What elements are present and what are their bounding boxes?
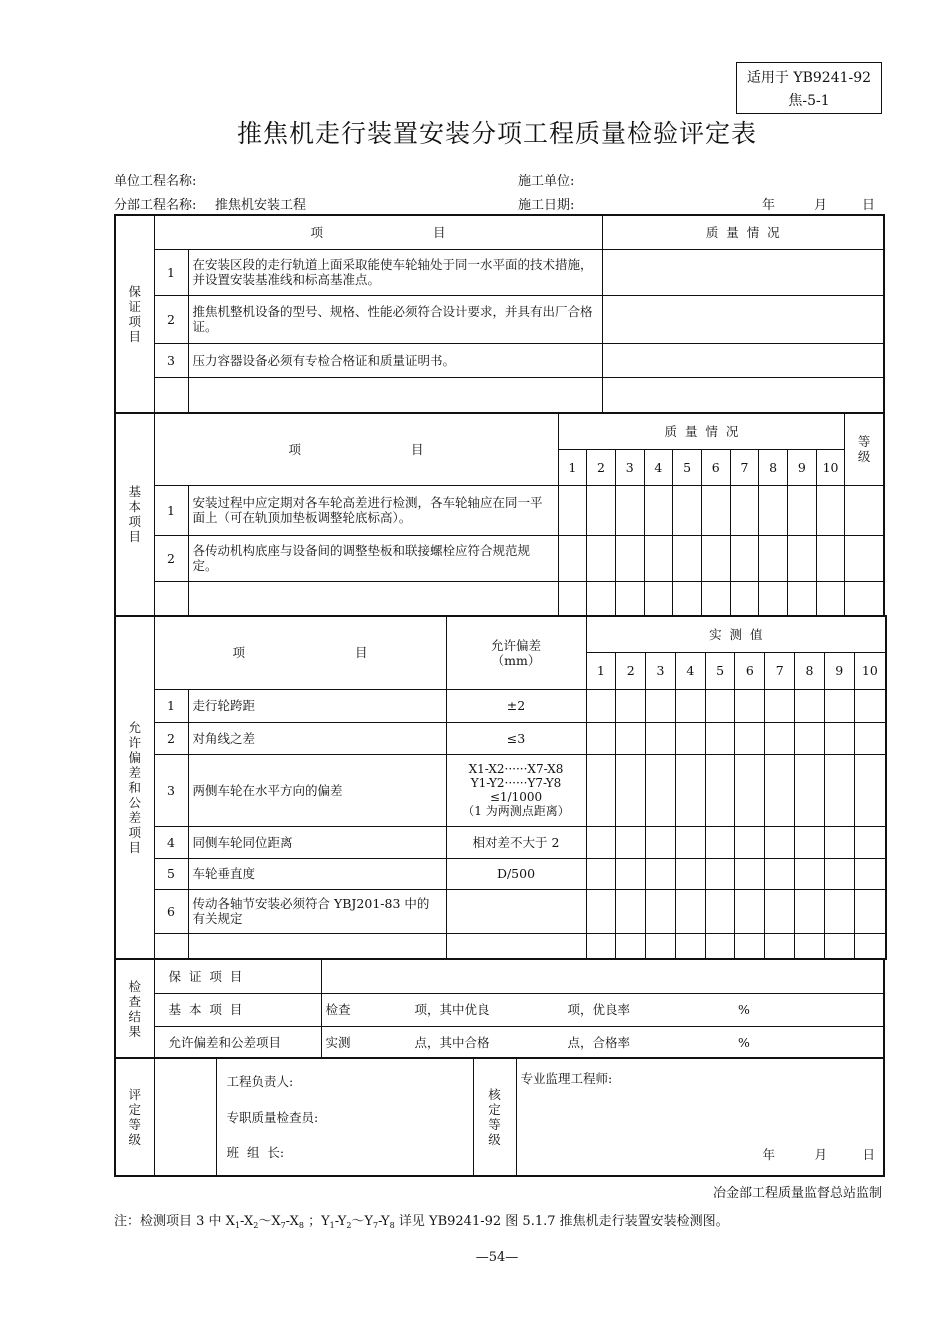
guarantee-section-label: 保证项目: [115, 215, 154, 413]
rating-signatures: [216, 1058, 473, 1176]
check-tolerance-label: 允许偏差和公差项目: [154, 1026, 321, 1058]
rating-section-label: 评定等级: [115, 1058, 154, 1176]
sub-project-label: 分部工程名称:: [114, 198, 197, 213]
unit-project-label: 单位工程名称:: [114, 174, 197, 189]
tolerance-table: 允许偏差和公差项目 项 目 允许偏差 （mm） 实 测 值 1 2 3 4 5 6 7 8 9 10 1 走行轮跨距 ±2 2 对角线之差 ≤3 3 两侧车轮在水平方向的偏差 X1-X2······X7-X8 Y1-Y2······Y7-Y8 ≤1/1000 （1 为两测点距离） 4 同侧车轮同位距离 相对差不大于 2 5 车轮垂直度 D/500 6 传动各轴节安装必须符合 YBJ201-83 中的有关规定: [114, 615, 887, 960]
tolerance-section-label: 允许偏差和公差项目: [115, 616, 154, 959]
allow-value: [446, 889, 586, 933]
quality-cell[interactable]: [602, 377, 884, 413]
construction-unit-label: 施工单位:: [518, 174, 575, 189]
table-row: 2 各传动机构底座与设备间的调整垫板和联接螺栓应符合规范规定。: [115, 535, 884, 581]
table-row: 6 传动各轴节安装必须符合 YBJ201-83 中的有关规定: [115, 889, 886, 933]
tolerance-item-4: 同侧车轮同位距离: [188, 826, 446, 858]
guarantee-item-2: 推焦机整机设备的型号、规格、性能必须符合设计要求，并具有出厂合格证。: [188, 295, 602, 343]
guarantee-item-1: 在安装区段的走行轨道上面采取能使车轮轴处于同一水平面的技术措施，并设置安装基准线和标高基准点。: [188, 249, 602, 295]
guarantee-col-quality: 质 量 情 况: [602, 215, 884, 249]
supervisor-month: 月: [814, 1147, 828, 1162]
allow-value: ±2: [446, 689, 586, 722]
team-leader-label: 班 组 长:: [226, 1145, 285, 1160]
tolerance-item-6: 传动各轴节安装必须符合 YBJ201-83 中的有关规定: [188, 889, 446, 933]
construction-date-label: 施工日期:: [518, 198, 575, 213]
sub-project-value: 推焦机安装工程: [215, 198, 307, 213]
basic-col-item: 项 目: [154, 413, 558, 485]
tolerance-col-item: 项 目: [154, 616, 446, 689]
quality-cell[interactable]: [602, 343, 884, 377]
check-guarantee-label: 保 证 项 目: [154, 959, 321, 993]
check-tolerance-value[interactable]: 实测 点，其中合格 点，合格率 %: [321, 1026, 884, 1058]
date-day: 日: [862, 198, 876, 213]
guarantee-item-3: 压力容器设备必须有专检合格证和质量证明书。: [188, 343, 602, 377]
supervisor-year: 年: [762, 1147, 776, 1162]
allow-value: X1-X2······X7-X8 Y1-Y2······Y7-Y8 ≤1/1000 （1 为两测点距离）: [446, 754, 586, 826]
supervisor-cell[interactable]: [516, 1058, 884, 1176]
table-row: 1 走行轮跨距 ±2: [115, 689, 886, 722]
verify-grade-label: 核定等级: [473, 1058, 516, 1176]
check-basic-label: 基 本 项 目: [154, 993, 321, 1026]
date-month: 月: [814, 198, 828, 213]
tolerance-item-5: 车轮垂直度: [188, 858, 446, 889]
check-guarantee-value[interactable]: [321, 959, 884, 993]
guarantee-col-item: 项 目: [154, 215, 602, 249]
quality-cell[interactable]: [602, 295, 884, 343]
supervision-text: 冶金部工程质量监督总站监制: [712, 1186, 882, 1201]
table-row: 2 推焦机整机设备的型号、规格、性能必须符合设计要求，并具有出厂合格证。: [115, 295, 884, 343]
rating-grade-cell[interactable]: [154, 1058, 216, 1176]
table-row: 3 压力容器设备必须有专检合格证和质量证明书。: [115, 343, 884, 377]
footnote: 注：检测项目 3 中 $X_1-X_2\sim X_7-X_8$ ；$Y_1-Y_2\sim Y_7-Y_8$ 详见 YB9241-92 图 5.1.7 推焦机走行装置安装检测图。: [114, 1214, 729, 1230]
basic-col-grade: 等级: [845, 413, 884, 485]
project-leader-label: 工程负责人:: [226, 1074, 294, 1089]
table-row: 3 两侧车轮在水平方向的偏差 X1-X2······X7-X8 Y1-Y2······Y7-Y8 ≤1/1000 （1 为两测点距离）: [115, 754, 886, 826]
quality-cell[interactable]: [602, 249, 884, 295]
check-basic-value[interactable]: 检查 项，其中优良 项，优良率 %: [321, 993, 884, 1026]
table-row: [115, 581, 884, 615]
allow-value: ≤3: [446, 722, 586, 754]
basic-col-quality: 质 量 情 况: [558, 413, 845, 449]
tolerance-item-1: 走行轮跨距: [188, 689, 446, 722]
basic-item-2: 各传动机构底座与设备间的调整垫板和联接螺栓应符合规范规定。: [188, 535, 558, 581]
tolerance-col-measured: 实 测 值: [586, 616, 886, 652]
basic-section-label: 基本项目: [115, 413, 154, 615]
table-row: 4 同侧车轮同位距离 相对差不大于 2: [115, 826, 886, 858]
table-row: [115, 933, 886, 959]
basic-item-1: 安装过程中应定期对各车轮高差进行检测，各车轮轴应在同一平面上（可在轨顶加垫板调整轮底标高）。: [188, 485, 558, 535]
quality-inspector-label: 专职质量检查员:: [226, 1110, 319, 1125]
supervisor-label: 专业监理工程师:: [520, 1071, 613, 1086]
badge-line-2: 焦-5-1: [788, 93, 830, 109]
basic-table: 基本项目 项 目 质 量 情 况 等级 1 2 3 4 5 6 7 8 9 10 1 安装过程中应定期对各车轮高差进行检测，各车轮轴应在同一平面上（可在轨顶加垫板调整轮底标高）。 2 各传动机构底座与设备间的调整垫板和联接螺栓应符合规范规定。: [114, 412, 885, 616]
badge-line-1: 适用于 YB9241-92: [746, 70, 872, 86]
tolerance-item-3: 两侧车轮在水平方向的偏差: [188, 754, 446, 826]
tolerance-item-2: 对角线之差: [188, 722, 446, 754]
check-section-label: 检查结果: [115, 959, 154, 1058]
allow-value: D/500: [446, 858, 586, 889]
rating-table: [114, 1057, 885, 1177]
tolerance-col-allow: 允许偏差 （mm）: [446, 616, 586, 689]
standard-badge: [736, 62, 882, 114]
date-year: 年: [762, 198, 776, 213]
table-row: 1 在安装区段的走行轨道上面采取能使车轮轴处于同一水平面的技术措施，并设置安装基准线和标高基准点。: [115, 249, 884, 295]
supervisor-day: 日: [862, 1147, 876, 1162]
check-table: [114, 958, 885, 1059]
guarantee-table: [114, 214, 885, 414]
page-number: —54—: [475, 1250, 519, 1265]
table-row: 2 对角线之差 ≤3: [115, 722, 886, 754]
table-row: [115, 377, 884, 413]
page-title: 推焦机走行装置安装分项工程质量检验评定表: [236, 119, 757, 148]
allow-value: 相对差不大于 2: [446, 826, 586, 858]
table-row: 1 安装过程中应定期对各车轮高差进行检测，各车轮轴应在同一平面上（可在轨顶加垫板调整轮底标高）。: [115, 485, 884, 535]
table-row: 5 车轮垂直度 D/500: [115, 858, 886, 889]
